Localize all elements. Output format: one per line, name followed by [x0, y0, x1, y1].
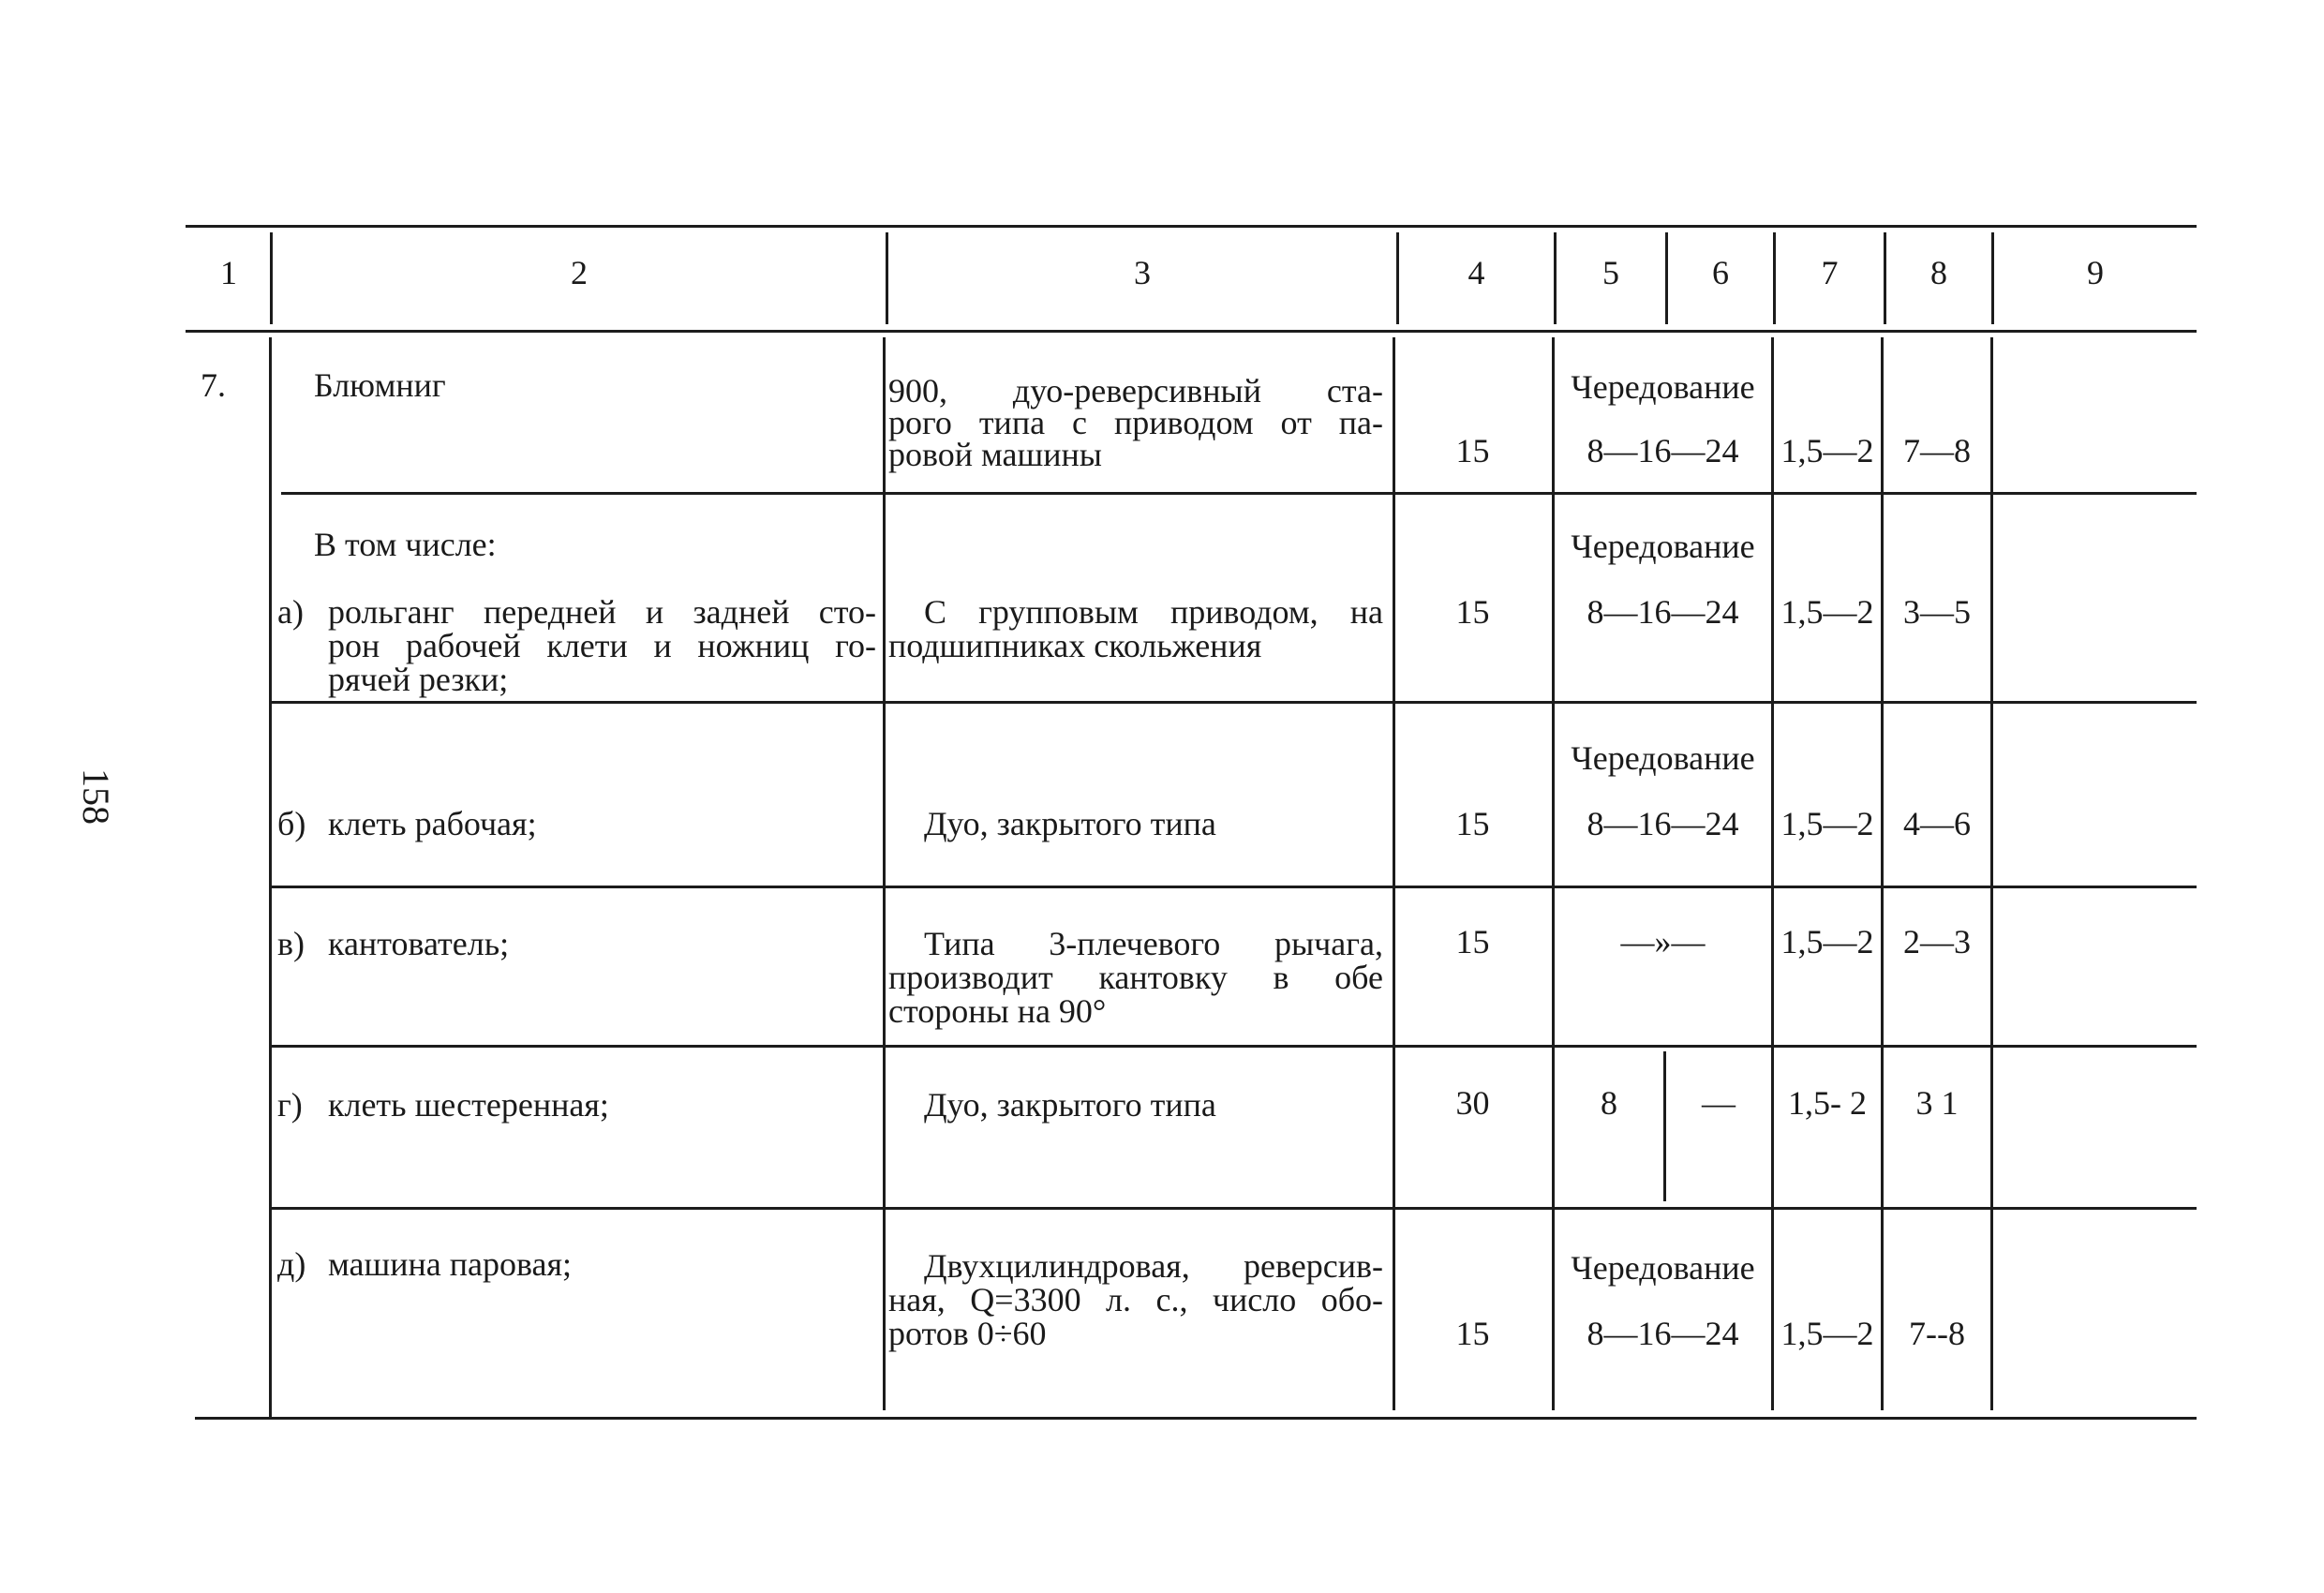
subrow-name-line: рон рабочей клети и ножниц го- [328, 627, 876, 664]
subrow-desc-line: Дуо, закрытого типа [924, 1086, 1216, 1124]
body-col-divider [1663, 1051, 1666, 1201]
cell-col-56-label: Чередование [1571, 528, 1755, 565]
cell-col-56: 8—16—24 [1587, 593, 1739, 631]
table-bottom-rule [195, 1417, 2197, 1420]
subrow-letter: б) [277, 805, 306, 842]
cell-col-6: — [1702, 1084, 1736, 1122]
header-col-8: 8 [1930, 254, 1947, 291]
cell-col-8: 4—6 [1903, 805, 1971, 842]
body-col-divider [883, 337, 886, 1410]
subrow-desc-line: ротов 0÷60 [888, 1315, 1047, 1352]
header-col-4: 4 [1467, 254, 1485, 291]
subrow-name-line: рячей резки; [328, 661, 509, 698]
subrow-desc-line: С групповым приводом, на [924, 593, 1383, 631]
cell-col-8: 3—5 [1903, 593, 1971, 631]
subrow-name-line: клеть рабочая; [328, 805, 537, 842]
body-col-divider [1990, 337, 1993, 1410]
equipment-desc-line: рого типа с приводом от па- [888, 404, 1383, 441]
cell-col-4: 15 [1455, 805, 1490, 842]
subrow-name-line: кантователь; [328, 925, 510, 962]
header-col-9: 9 [2087, 254, 2104, 291]
subrow-desc-line: производит кантовку в обе [888, 959, 1383, 996]
subrow-desc-line: Дуо, закрытого типа [924, 805, 1216, 842]
row-number: 7. [201, 366, 226, 404]
subrow-desc-line: Типа 3-плечевого рычага, [924, 925, 1383, 962]
cell-col-7: 1,5—2 [1780, 432, 1874, 469]
cell-col-8: 3 1 [1915, 1084, 1959, 1122]
header-col-2: 2 [571, 254, 588, 291]
equipment-name: Блюмниг [314, 366, 446, 404]
cell-col-56-label: Чередование [1571, 368, 1755, 406]
cell-col-5: 8 [1601, 1084, 1617, 1122]
subrow-letter: г) [277, 1086, 303, 1124]
equipment-desc-line: ровой машины [888, 436, 1102, 473]
cell-col-8: 7—8 [1903, 432, 1971, 469]
cell-col-8: 2—3 [1903, 923, 1971, 960]
header-col-3: 3 [1134, 254, 1151, 291]
header-col-1: 1 [220, 254, 237, 291]
row-divider [272, 886, 2197, 888]
subrow-name-line: машина паровая; [328, 1245, 573, 1283]
row-divider [272, 701, 2197, 704]
cell-col-4: 15 [1455, 593, 1490, 631]
row-divider [272, 1045, 2197, 1048]
cell-col-4: 15 [1455, 1315, 1490, 1352]
header-bottom-rule [186, 330, 2197, 333]
cell-col-4: 15 [1455, 432, 1490, 469]
cell-col-7: 1,5—2 [1780, 923, 1874, 960]
cell-col-7: 1,5- 2 [1788, 1084, 1867, 1122]
cell-col-8: 7--8 [1909, 1315, 1965, 1352]
cell-col-56-label: Чередование [1571, 1249, 1755, 1287]
cell-col-7: 1,5—2 [1780, 805, 1874, 842]
row-divider [281, 492, 2197, 495]
header-col-7: 7 [1821, 254, 1839, 291]
body-col-divider [269, 337, 272, 1417]
cell-col-7: 1,5—2 [1780, 1315, 1874, 1352]
subrow-desc-line: стороны на 90° [888, 992, 1107, 1030]
cell-col-56: 8—16—24 [1587, 1315, 1739, 1352]
row-divider [272, 1207, 2197, 1210]
equipment-desc-line: 900, дуо-реверсивный ста- [888, 372, 1383, 409]
cell-col-4: 30 [1455, 1084, 1490, 1122]
header-col-6: 6 [1712, 254, 1729, 291]
body-col-divider [1393, 337, 1395, 1410]
header-col-5: 5 [1602, 254, 1619, 291]
page-number: 158 [75, 768, 117, 825]
table-top-rule [186, 225, 2197, 228]
cell-col-4: 15 [1455, 923, 1490, 960]
subrow-name-line: клеть шестеренная; [328, 1086, 609, 1124]
subsection-intro: В том числе: [314, 526, 497, 563]
body-col-divider [1881, 337, 1884, 1410]
subrow-name-line: рольганг передней и задней сто- [328, 593, 876, 631]
cell-col-56: 8—16—24 [1587, 432, 1739, 469]
subrow-desc-line: ная, Q=3300 л. с., число обо- [888, 1281, 1383, 1318]
subrow-desc-line: Двухцилиндровая, реверсив- [924, 1247, 1383, 1285]
subrow-letter: а) [277, 593, 304, 631]
subrow-desc-line: подшипниках скольжения [888, 627, 1262, 664]
body-col-divider [1771, 337, 1774, 1410]
cell-col-56-label: Чередование [1571, 739, 1755, 777]
cell-col-7: 1,5—2 [1780, 593, 1874, 631]
cell-col-56: —»— [1620, 923, 1706, 960]
subrow-letter: д) [277, 1245, 306, 1283]
cell-col-56: 8—16—24 [1587, 805, 1739, 842]
subrow-letter: в) [277, 925, 305, 962]
